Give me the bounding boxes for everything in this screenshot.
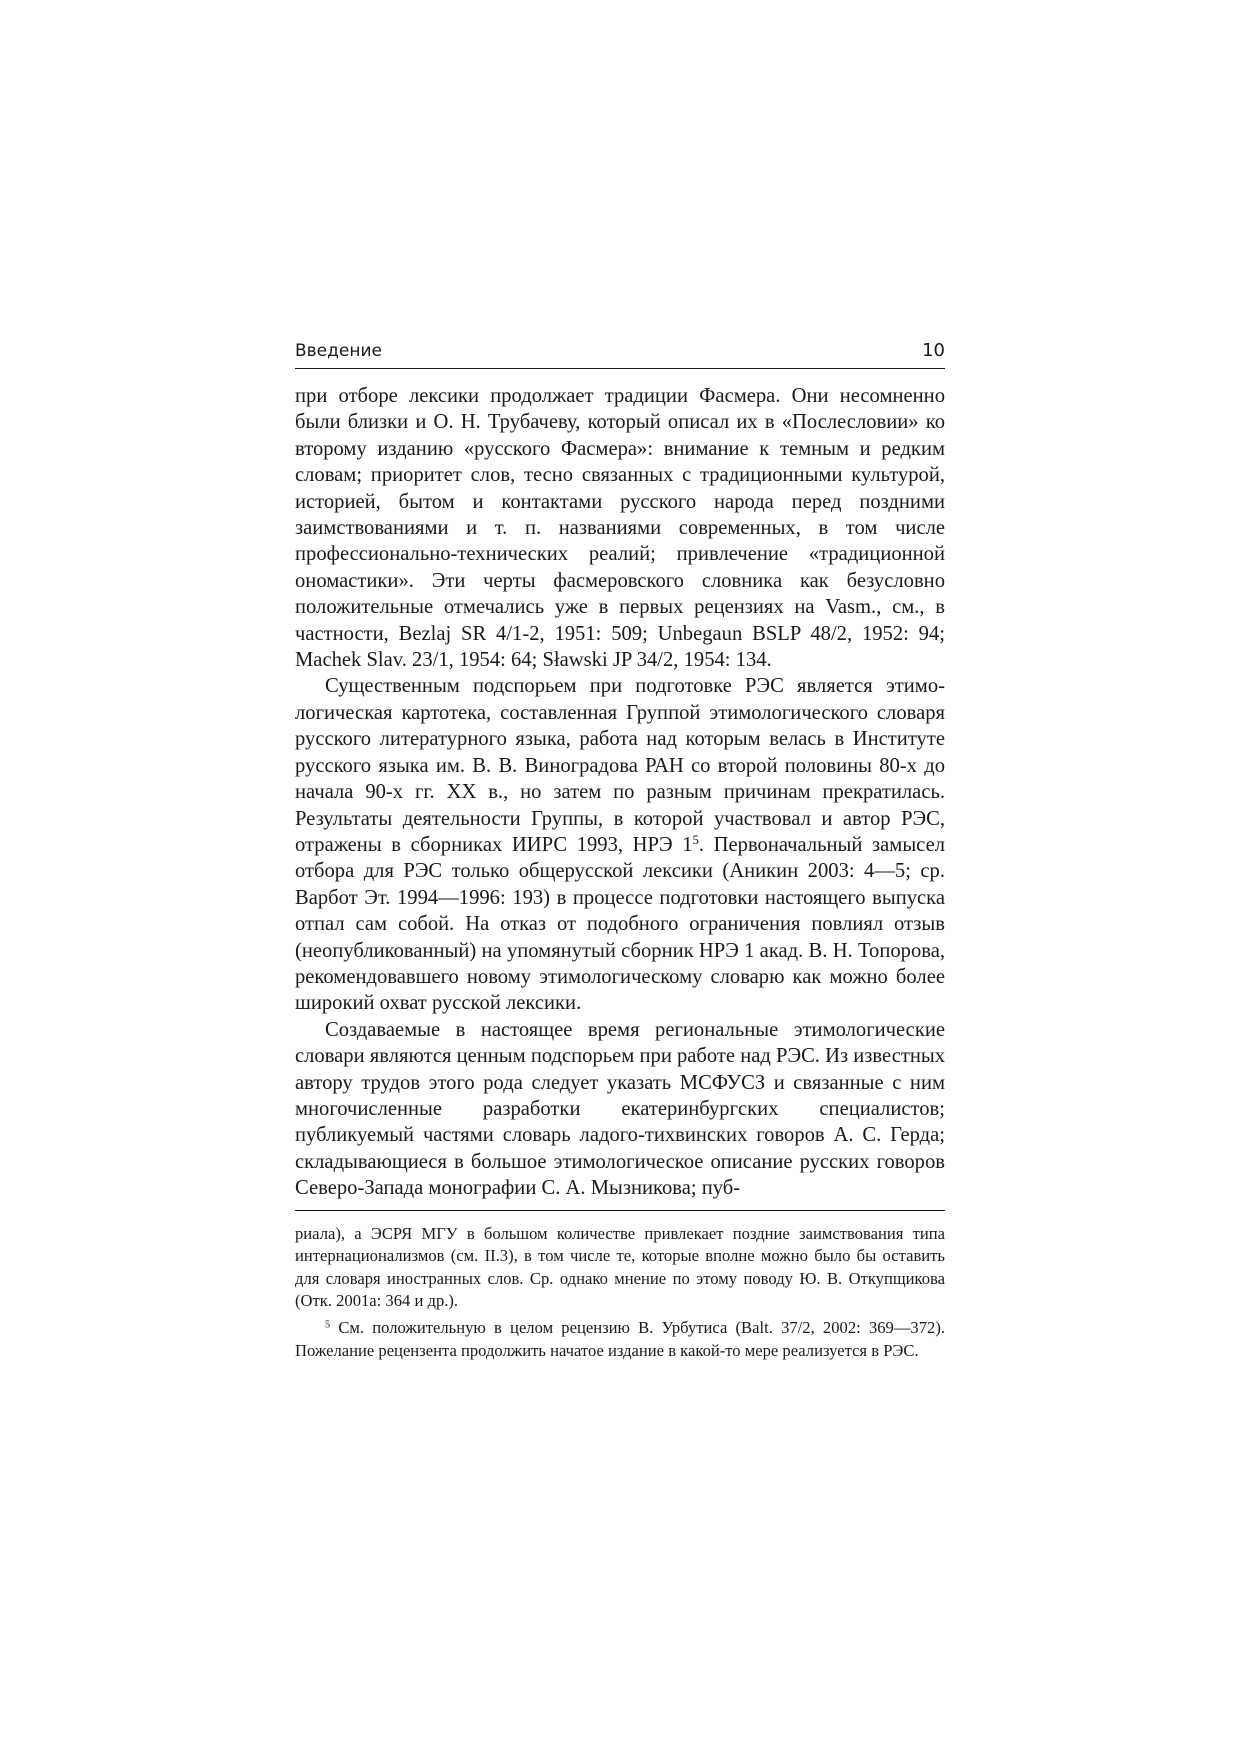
footnote-5-text: См. положительную в целом рецензию В. Урбутиса (Balt. 37/2, 2002: 369—372). Пожелание рецензента продолжить начатое издание в какой-то мере реализуется в РЭС. bbox=[295, 1317, 945, 1360]
book-page bbox=[295, 340, 945, 1362]
footnote-reference-5[interactable]: 5 bbox=[692, 832, 699, 847]
footnote-continuation: риала), а ЭСРЯ МГУ в большом количестве привлекает поздние заимствования типа интернационализмов (см. II.3), в том числе те, которые вполне можно было бы оставить для словаря иностранных слов. Ср. однако мнение по этому поводу Ю. В. Откупщикова (Отк. 2001а: 364 и др.). bbox=[295, 1223, 945, 1311]
page-number: 10 bbox=[922, 340, 945, 361]
footnotes bbox=[295, 1223, 945, 1363]
paragraph-2-text-after-note: . Первоначальный замысел отбора для РЭС только общерусской лексики (Аникин 2003: 4—5; ср. Варбот Эт. 1994—1996: 193) в процессе подготовки настоящего выпуска отпал сам собой. На отказ от подобного ограничения повлиял отзыв (неопубликованный) на упомянутый сборник НРЭ 1 акад. В. Н. Топорова, рекомендовавшего новому этимологическому словарю как можно более широкий охват русской лексики. bbox=[295, 833, 945, 1015]
footnote-5 bbox=[295, 1317, 945, 1362]
paragraph-2 bbox=[295, 673, 945, 1016]
paragraph-1: при отборе лексики продолжает традиции Фасмера. Они несомненно были близки и О. Н. Трубачеву, который описал их в «Послесловии» ко второму изданию «русского Фасмера»: внимание к темным и редким словам; приоритет слов, тесно связанных с традиционными культурой, историей, бытом и контактами русского народа перед поздними заимствованиями и т. п. названиями современных, в том числе профессионально-технических реалий; привлечение «традиционной ономастики». Эти черты фасмеровского словника как безусловно положительные отмечались уже в первых рецензиях на Vasm., см., в частности, Bezlaj SR 4/1-2, 1951: 509; Unbegaun BSLP 48/2, 1952: 94; Machek Slav. 23/1, 1954: 64; Sławski JP 34/2, 1954: 134. bbox=[295, 385, 945, 672]
paragraph-3: Создаваемые в настоящее время региональные этимологические словари являются ценным подспорьем при работе над РЭС. Из известных автору трудов этого рода следует указать МСФУСЗ и связанные с ним многочисленные разработки екатеринбургских специалистов; публикуемый частями словарь ладого-тихвинских говоров А. С. Герда; складывающиеся в большое этимологическое описание русских говоров Северо-Запада монографии С. А. Мызникова; пуб- bbox=[295, 1018, 945, 1200]
footnote-divider bbox=[295, 1210, 945, 1211]
running-header bbox=[295, 340, 945, 369]
paragraph-2-text-before-note: Существенным подспорьем при подготовке РЭС является этимологическая картотека, составленная Группой этимологического словаря русского литературного языка, работа над которым велась в Институте русского языка им. В. В. Виноградова РАН со второй половины 80-х до начала 90-х гг. XX в., но затем по разным причинам прекратилась. Результаты деятельности Группы, в которой участвовал и автор РЭС, отражены в сборниках ИИРС 1993, НРЭ 1 bbox=[295, 675, 945, 856]
footnote-5-marker: 5 bbox=[325, 1319, 331, 1331]
main-text bbox=[295, 383, 945, 1202]
section-title: Введение bbox=[295, 341, 382, 361]
